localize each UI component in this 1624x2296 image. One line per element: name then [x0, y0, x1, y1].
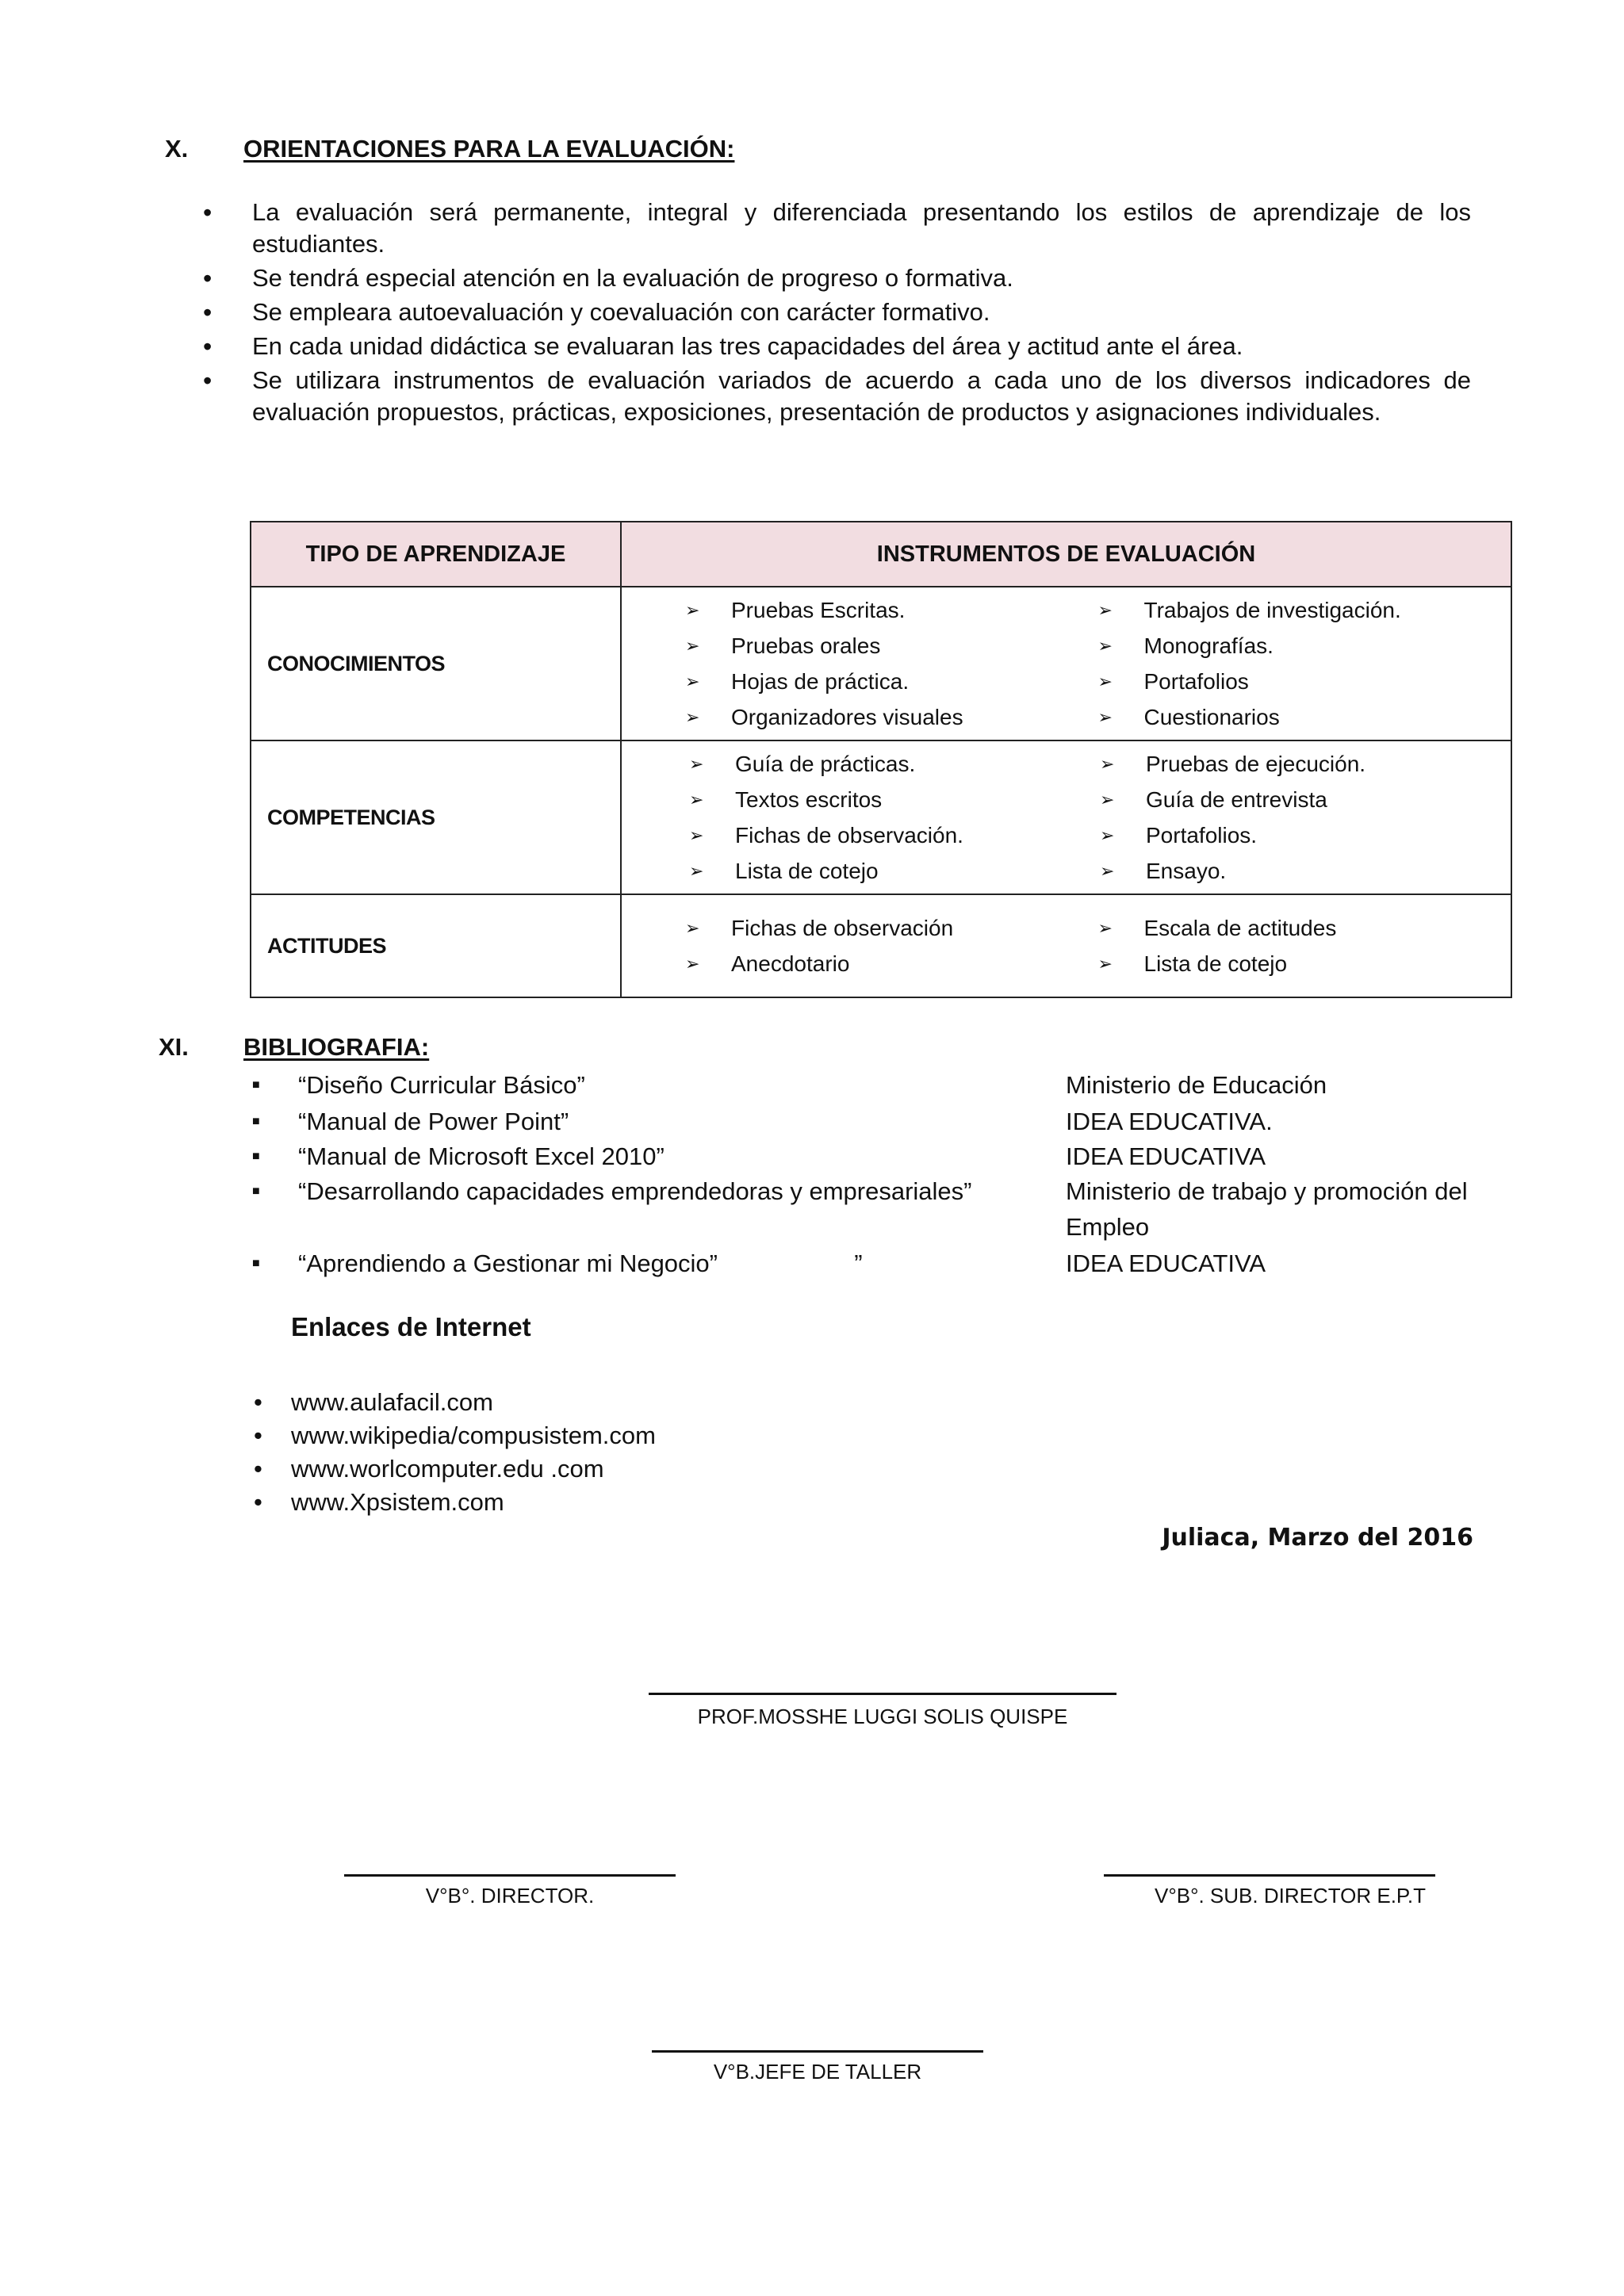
instrument-item: ➢ Pruebas de ejecución. [1100, 746, 1511, 782]
arrow-bullet-icon: ➢ [1100, 790, 1115, 809]
table-row [251, 894, 1511, 997]
header-instruments: INSTRUMENTOS DE EVALUACIÓN [621, 522, 1511, 587]
arrow-bullet-icon: ➢ [1097, 672, 1113, 691]
instrument-item: ➢ Textos escritos [689, 782, 1100, 817]
arrow-bullet-icon: ➢ [689, 861, 704, 881]
instrument-item: ➢ Trabajos de investigación. [1098, 592, 1511, 628]
arrow-bullet-icon: ➢ [1100, 825, 1115, 845]
instruments-cell [621, 740, 1511, 894]
list-item: • www.Xpsistem.com [252, 1486, 656, 1519]
signature-line-teacher [649, 1693, 1116, 1695]
square-bullet-icon: ■ [252, 1257, 260, 1270]
instrument-item: ➢ Hojas de práctica. [685, 664, 1098, 699]
evaluation-instruments-table [250, 521, 1512, 998]
square-bullet-icon: ■ [252, 1184, 260, 1198]
arrow-bullet-icon: ➢ [1097, 918, 1113, 938]
arrow-bullet-icon: ➢ [685, 707, 700, 727]
bibliography-title: “Desarrollando capacidades emprendedoras y empresariales” [298, 1177, 972, 1205]
bibliography-publisher: IDEA EDUCATIVA [1066, 1142, 1266, 1170]
arrow-bullet-icon: ➢ [685, 600, 700, 620]
arrow-bullet-icon: ➢ [1097, 954, 1113, 974]
bibliography-title: “Manual de Power Point” [298, 1108, 569, 1135]
arrow-bullet-icon: ➢ [685, 672, 700, 691]
bibliography-publisher: Ministerio de Educación [1066, 1071, 1327, 1099]
arrow-bullet-icon: ➢ [685, 954, 700, 974]
section-x-number: X. [165, 135, 189, 163]
bibliography-publisher: Ministerio de trabajo y promoción del Empleo [1066, 1177, 1468, 1241]
signature-line-workshop-head [652, 2050, 983, 2053]
instrument-item: ➢ Fichas de observación [685, 910, 1098, 946]
list-item: • Se empleara autoevaluación y coevaluación con carácter formativo. [198, 297, 1471, 328]
instrument-item: ➢ Escala de actitudes [1098, 910, 1511, 946]
arrow-bullet-icon: ➢ [689, 754, 704, 774]
row-label-competencias: COMPETENCIAS [251, 740, 621, 894]
square-bullet-icon: ■ [252, 1115, 260, 1128]
instrument-item: ➢ Portafolios. [1100, 817, 1511, 853]
instrument-item: ➢ Ensayo. [1100, 853, 1511, 889]
instrument-item: ➢ Pruebas orales [685, 628, 1098, 664]
list-item: • Se utilizara instrumentos de evaluación variados de acuerdo a cada uno de los diversos indicadores de evaluación propuestos, prácticas, exposiciones, presentación de productos y asignaciones individuales. [198, 365, 1471, 428]
bibliography-publisher: IDEA EDUCATIVA. [1066, 1108, 1273, 1135]
signature-sub-director-label: V°B°. SUB. DIRECTOR E.P.T [1154, 1884, 1427, 1908]
evaluation-guidelines-list [198, 197, 1471, 430]
row-label-conocimientos: CONOCIMIENTOS [251, 587, 621, 740]
internet-links-list [252, 1386, 656, 1519]
arrow-bullet-icon: ➢ [1097, 636, 1113, 656]
signature-workshop-head-label: V°B.JEFE DE TALLER [713, 2060, 922, 2084]
list-item: • www.worlcomputer.edu .com [252, 1452, 656, 1486]
list-item: • En cada unidad didáctica se evaluaran las tres capacidades del área y actitud ante el área. [198, 331, 1471, 362]
instrument-item: ➢ Guía de prácticas. [689, 746, 1100, 782]
row-label-actitudes: ACTITUDES [251, 894, 621, 997]
instrument-item: ➢ Lista de cotejo [1098, 946, 1511, 982]
instrument-item: ➢ Lista de cotejo [689, 853, 1100, 889]
section-xi-number: XI. [159, 1033, 189, 1061]
instrument-item: ➢ Organizadores visuales [685, 699, 1098, 735]
square-bullet-icon: ■ [252, 1150, 260, 1163]
instrument-item: ➢ Fichas de observación. [689, 817, 1100, 853]
instrument-item: ➢ Pruebas Escritas. [685, 592, 1098, 628]
signature-director-label: V°B°. DIRECTOR. [425, 1884, 595, 1908]
list-item: • www.wikipedia/compusistem.com [252, 1419, 656, 1452]
section-xi-title: BIBLIOGRAFIA: [243, 1033, 430, 1061]
bibliography-title: “Diseño Curricular Básico” [298, 1071, 585, 1099]
arrow-bullet-icon: ➢ [1097, 600, 1113, 620]
place-and-date: Juliaca, Marzo del 2016 [1162, 1524, 1473, 1552]
bibliography-title: “Manual de Microsoft Excel 2010” [298, 1142, 665, 1170]
list-item: • www.aulafacil.com [252, 1386, 656, 1419]
instruments-cell [621, 894, 1511, 997]
table-row [251, 587, 1511, 740]
instrument-item: ➢ Anecdotario [685, 946, 1098, 982]
table-row [251, 740, 1511, 894]
instrument-item: ➢ Cuestionarios [1098, 699, 1511, 735]
arrow-bullet-icon: ➢ [1100, 861, 1115, 881]
internet-links-heading: Enlaces de Internet [291, 1312, 531, 1341]
instrument-item: ➢ Monografías. [1098, 628, 1511, 664]
arrow-bullet-icon: ➢ [685, 918, 700, 938]
bibliography-publisher: IDEA EDUCATIVA [1066, 1249, 1266, 1277]
signature-line-director [344, 1874, 676, 1877]
signature-teacher-label: PROF.MOSSHE LUGGI SOLIS QUISPE [697, 1705, 1068, 1728]
header-learning-type: TIPO DE APRENDIZAJE [251, 522, 621, 587]
section-x-title: ORIENTACIONES PARA LA EVALUACIÓN: [243, 135, 735, 163]
table-header-row [251, 522, 1511, 587]
instrument-item: ➢ Guía de entrevista [1100, 782, 1511, 817]
arrow-bullet-icon: ➢ [689, 825, 704, 845]
arrow-bullet-icon: ➢ [1097, 707, 1113, 727]
arrow-bullet-icon: ➢ [1100, 754, 1115, 774]
signature-line-sub-director [1104, 1874, 1435, 1877]
instrument-item: ➢ Portafolios [1098, 664, 1511, 699]
list-item: • Se tendrá especial atención en la evaluación de progreso o formativa. [198, 262, 1471, 294]
arrow-bullet-icon: ➢ [685, 636, 700, 656]
instruments-cell [621, 587, 1511, 740]
arrow-bullet-icon: ➢ [689, 790, 704, 809]
bibliography-title: “Aprendiendo a Gestionar mi Negocio” ” [298, 1249, 863, 1277]
list-item: • La evaluación será permanente, integral y diferenciada presentando los estilos de aprendizaje de los estudiantes. [198, 197, 1471, 260]
square-bullet-icon: ■ [252, 1078, 260, 1092]
